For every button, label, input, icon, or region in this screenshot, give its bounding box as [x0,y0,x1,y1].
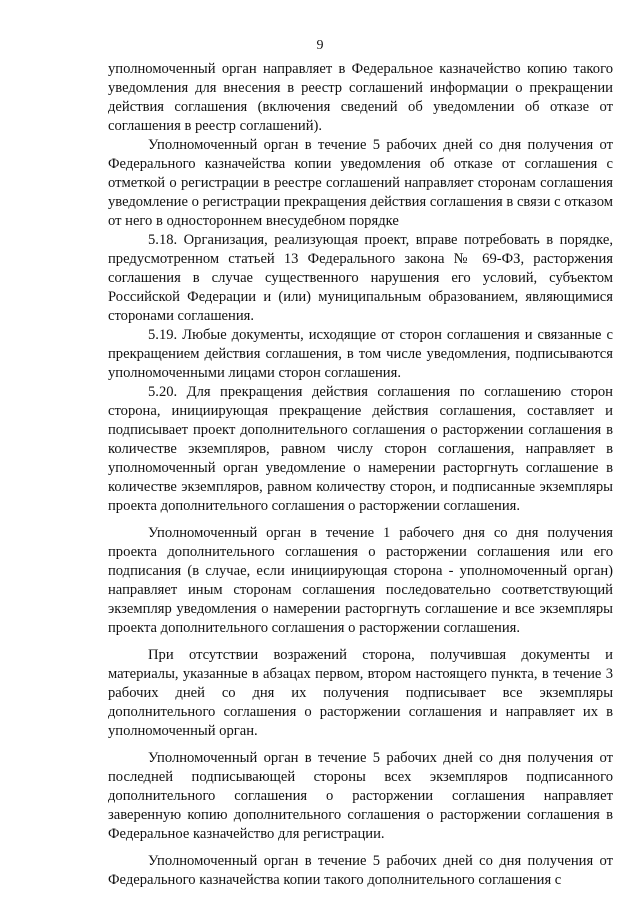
paragraph-5-18: 5.18. Организация, реализующая проект, вправе потребовать в порядке, предусмотренном статьей 13 Федерального закона № 69-ФЗ, расторжения соглашения в случае существенного нарушения его условий, субъектом Российской Федерации и (или) муниципальным образованием, являющимися сторонами соглашения. [108,232,613,324]
paragraph-registration-notice: Уполномоченный орган в течение 5 рабочих дней со дня получения от Федерального казначейства копии уведомления об отказе от соглашения с отметкой о регистрации в реестре соглашений направляет сторонам соглашения уведомление о регистрации прекращения действия соглашения в связи с отказом от него в одностороннем внесудебном порядке [108,137,613,229]
paragraph-treasury-copy: Уполномоченный орган в течение 5 рабочих дней со дня получения от Федерального казначейства копии такого дополнительного соглашения с [108,853,613,888]
paragraph-5-20: 5.20. Для прекращения действия соглашения по соглашению сторон сторона, инициирующая прекращение действия соглашения, составляет и подписывает проект дополнительного соглашения о расторжении соглашения в количестве экземпляров, равном числу сторон соглашения, направляет в уполномоченный орган уведомление о намерении расторгнуть соглашение в количестве экземпляров, равном количеству сторон, и подписанные экземпляры проекта дополнительного соглашения о расторжении соглашения. [108,384,613,514]
paragraph-5-19: 5.19. Любые документы, исходящие от сторон соглашения и связанные с прекращением действия соглашения, в том числе уведомления, подписываются уполномоченными лицами сторон соглашения. [108,327,613,381]
page-number: 9 [316,38,324,53]
document-body [108,60,613,890]
paragraph-authorized-body-5-days: Уполномоченный орган в течение 5 рабочих дней со дня получения от последней подписывающей стороны всех экземпляров подписанного дополнительного соглашения о расторжении соглашения направляет заверенную копию дополнительного соглашения о расторжении соглашения в Федеральное казначейство для регистрации. [108,750,613,842]
paragraph-no-objections: При отсутствии возражений сторона, получившая документы и материалы, указанные в абзацах первом, втором настоящего пункта, в течение 3 рабочих дней со дня их получения подписывает все экземпляры дополнительного соглашения о расторжении соглашения и направляет их в уполномоченный орган. [108,647,613,739]
paragraph-authorized-body-1-day: Уполномоченный орган в течение 1 рабочего дня со дня получения проекта дополнительного соглашения о расторжении соглашения или его подписания (в случае, если инициирующая сторона - уполномоченный орган) направляет иным сторонам соглашения последовательно соответствующий экземпляр уведомления о намерении расторгнуть соглашение и все экземпляры проекта дополнительного соглашения о расторжении соглашения. [108,525,613,636]
paragraph-continuation: уполномоченный орган направляет в Федеральное казначейство копию такого уведомления для внесения в реестр соглашений информации о прекращении действия соглашения (включения сведений об уведомлении об отказе от соглашения в реестр соглашений). [108,61,613,134]
